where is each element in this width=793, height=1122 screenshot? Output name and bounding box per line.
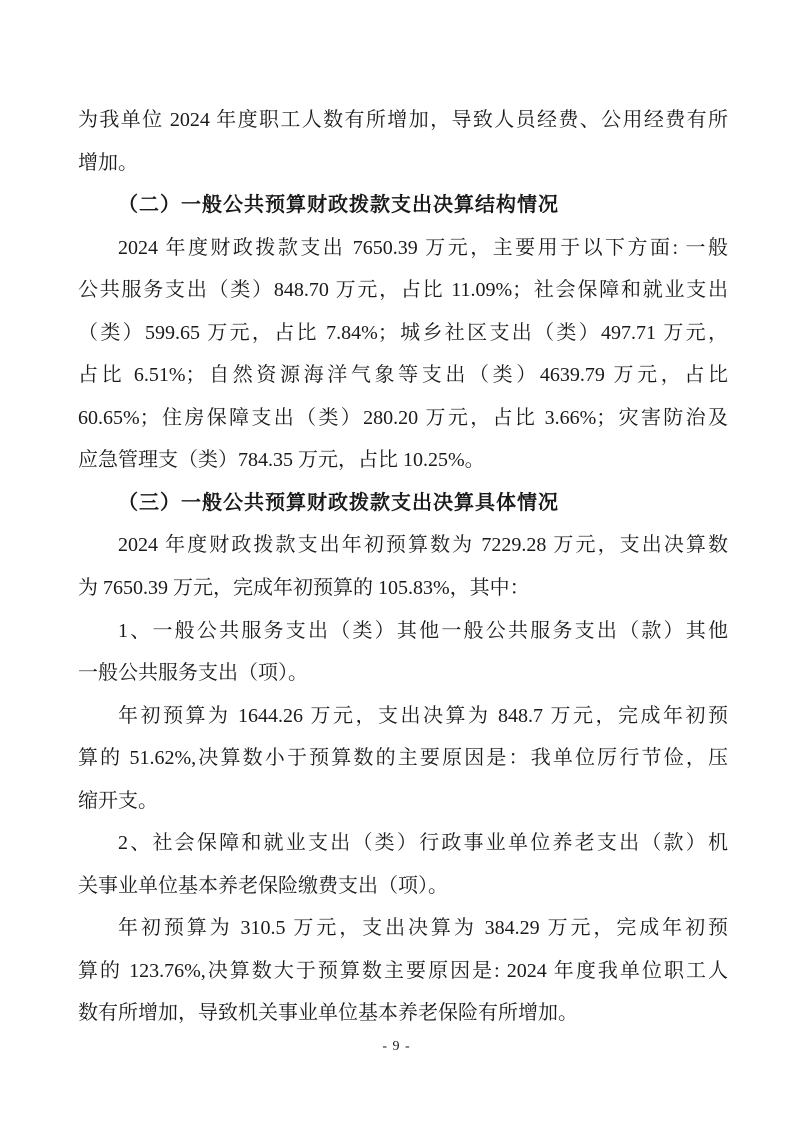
section-heading: （三）一般公共预算财政拨款支出决算具体情况: [118, 491, 559, 514]
paragraph: [78, 99, 728, 184]
text-line: 年初预算为 310.5 万元，支出决算为 384.29 万元，完成年初预: [118, 917, 728, 940]
text-line: 2024 年度财政拨款支出年初预算数为 7229.28 万元，支出决算数: [118, 534, 728, 557]
paragraph: [78, 227, 728, 482]
paragraph: [78, 907, 728, 1035]
paragraph: [78, 822, 728, 907]
text-line: 应急管理支（类）784.35 万元，占比 10.25%。: [78, 449, 485, 472]
text-line: 缩开支。: [78, 789, 158, 812]
text-line: 1、一般公共服务支出（类）其他一般公共服务支出（款）其他: [118, 619, 728, 642]
text-line: 占比 6.51%；自然资源海洋气象等支出（类）4639.79 万元，占比: [78, 364, 728, 387]
text-line: 关事业单位基本养老保险缴费支出（项）。: [78, 874, 448, 897]
paragraph: [78, 524, 728, 609]
section-heading: （二）一般公共预算财政拨款支出决算结构情况: [118, 194, 559, 217]
page-number: - 9 -: [382, 1039, 411, 1054]
text-line: 2024 年度财政拨款支出 7650.39 万元，主要用于以下方面: 一般: [118, 236, 728, 259]
paragraph: [78, 695, 728, 823]
text-line: 增加。: [78, 151, 138, 174]
text-line: 为我单位 2024 年度职工人数有所增加，导致人员经费、公用经费有所: [78, 109, 728, 131]
text-line: 60.65%；住房保障支出（类）280.20 万元，占比 3.66%；灾害防治及: [78, 406, 728, 429]
text-line: 数有所增加，导致机关事业单位基本养老保险有所增加。: [78, 1002, 578, 1025]
text-line: 年初预算为 1644.26 万元，支出决算为 848.7 万元，完成年初预: [118, 704, 728, 727]
text-line: 2、社会保障和就业支出（类）行政事业单位养老支出（款）机: [118, 832, 728, 855]
paragraph: [78, 610, 728, 695]
text-line: 算的 123.76%,决算数大于预算数主要原因是: 2024 年度我单位职工人: [78, 959, 728, 982]
text-line: （类）599.65 万元，占比 7.84%；城乡社区支出（类）497.71 万元，: [78, 321, 728, 344]
text-line: 一般公共服务支出（项）。: [78, 662, 308, 685]
document-body: [78, 99, 728, 1035]
text-line: 公共服务支出（类）848.70 万元，占比 11.09%；社会保障和就业支出: [78, 279, 728, 302]
paragraph: [78, 184, 728, 227]
text-line: 为 7650.39 万元，完成年初预算的 105.83%，其中：: [78, 577, 530, 600]
paragraph: [78, 482, 728, 525]
text-line: 算的 51.62%,决算数小于预算数的主要原因是：我单位厉行节俭，压: [78, 747, 728, 770]
